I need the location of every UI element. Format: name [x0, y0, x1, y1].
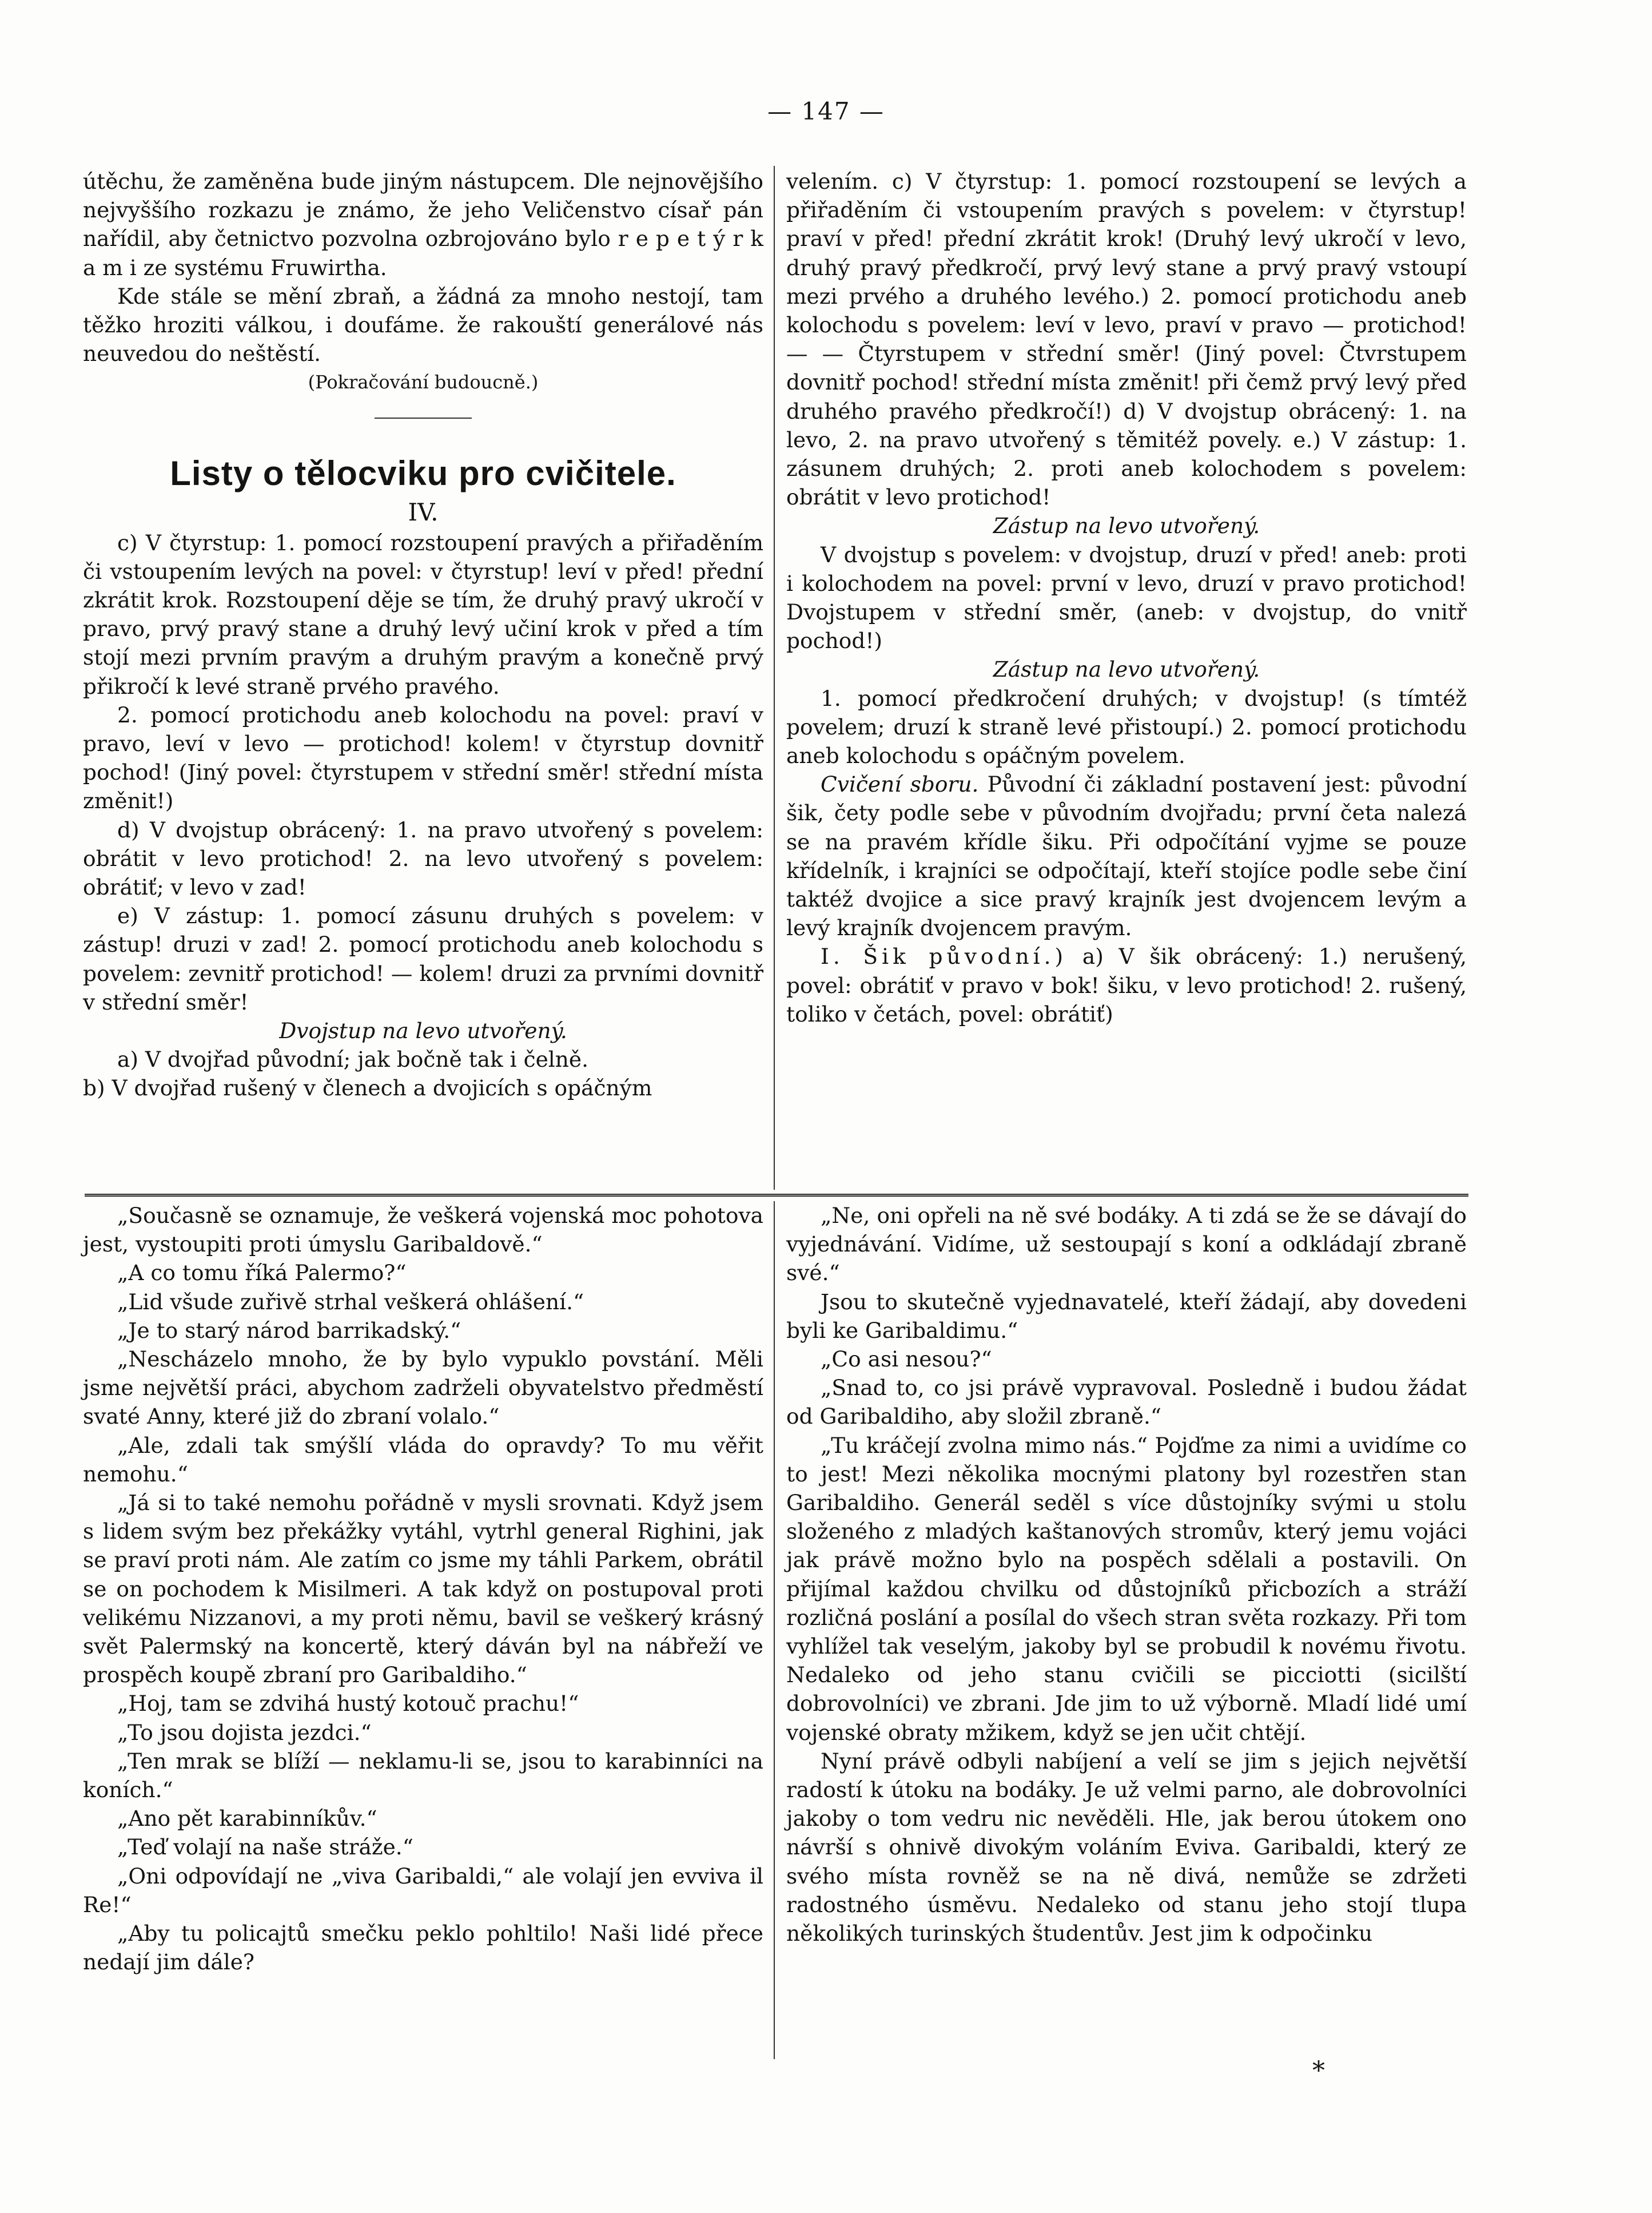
- story-paragraph: „Nescházelo mnoho, že by bylo vypuklo povstání. Měli jsme největší práci, abychom zadrželi obyvatelstvo předměstí svaté Anny, které již do zbraní volalo.“: [83, 1346, 763, 1429]
- cviceni-sboru-text: Původní či základní postavení jest: původní šik, čety podle sebe v původním dvojřadu; první četa nalezá se na pravém křídle šiku. Při odpočítání vyjme se pouze křídelník, i krajníci se odpočítají, kteří stojíce podle sebe činí taktéž dvojice a sice pravý krajník jest dvojencem levým a levý krajník dvojencem pravým.: [786, 772, 1467, 941]
- paragraph-2: 2. pomocí protichodu aneb kolochodu na povel: praví v pravo, leví v levo — protichod! kolem! v čtyrstup dovnitř pochod! (Jiný povel: čtyrstupem v střední směr! střední místa změnit!): [83, 702, 763, 814]
- story-paragraph: „Ano pět karabinníkův.“: [117, 1806, 377, 1831]
- right-paragraph-5: [786, 942, 1467, 1028]
- story-paragraph: „Je to starý národ barrikadský.“: [117, 1317, 461, 1343]
- page-number: — 147 —: [767, 97, 885, 125]
- article-column-right: [786, 167, 1467, 1028]
- story-paragraph: „Hoj, tam se zdvihá hustý kotouč prachu!“: [117, 1691, 579, 1717]
- section-number: IV.: [408, 498, 439, 526]
- story-column-right: [786, 1201, 1467, 1948]
- intro-paragraph-2: Kde stále se mění zbraň, a žádná za mnoho nestojí, tam těžko hroziti válkou, i doufáme. že rakouští generálové nás neuvedou do neštěstí.: [83, 283, 763, 367]
- story-paragraph: „Co asi nesou?“: [821, 1346, 992, 1372]
- right-paragraph-3: 1. pomocí předkročení druhých; v dvojstup! (s tímtéž povelem; druzí k straně levé přistoupí.) 2. pomocí protichodu aneb kolochodu s opáčným povelem.: [786, 685, 1467, 769]
- story-paragraph: Jsou to skutečně vyjednavatelé, kteří žádají, aby dovedeni byli ke Garibaldimu.“: [786, 1289, 1467, 1343]
- subheading-zastup-2: Zástup na levo utvořený.: [993, 657, 1260, 682]
- story-paragraph: „Já si to také nemohu pořádně v mysli srovnati. Když jsem s lidem svým bez překážky vytáhl, vytrhl general Righini, jak se praví proti nám. Ale zatím co jsme my táhli Parkem, obrátil se on pochodem k Misilmeri. A tak když on postupoval proti velikému Nizzanovi, a my proti němu, bavil se veškerý krásný svět Palermský na koncertě, který dáván byl na nábřeží ve prospěch koupě zbraní pro Garibaldiho.“: [83, 1490, 763, 1688]
- article-column-left: [83, 167, 763, 1103]
- section-divider: [375, 418, 472, 419]
- story-paragraph: „Současně se oznamuje, že veškerá vojenská moc pohotova jest, vystoupiti proti úmyslu Garibaldově.“: [83, 1203, 763, 1257]
- story-paragraph: „Lid všude zuřivě strhal veškerá ohlášení.“: [117, 1289, 584, 1314]
- paragraph-c: c) V čtyrstup: 1. pomocí rozstoupení pravých a přiřaděním či vstoupením levých na povel: v čtyrstup! leví v před! přední zkrátit krok. Rozstoupení děje se tím, že druhý pravý ukročí v pravo, prvý pravý stane a druhý levý učiní krok v před a tím stojí mezi prvním pravým a druhým pravým a konečně prvý přikročí k levé straně prvého pravého.: [83, 530, 763, 699]
- article-heading: Listy o tělocviku pro cvičitele.: [170, 454, 676, 492]
- right-paragraph-4: [786, 770, 1467, 942]
- story-paragraph: „Oni odpovídají ne „viva Garibaldi,“ ale volají jen evviva il Re!“: [83, 1863, 763, 1917]
- story-paragraph: „Ale, zdali tak smýšlí vláda do opravdy? To mu věřit nemohu.“: [83, 1432, 763, 1487]
- story-paragraph: „A co tomu říká Palermo?“: [117, 1260, 407, 1286]
- subheading-zastup-1: Zástup na levo utvořený.: [993, 513, 1260, 539]
- story-paragraph: „Ne, oni opřeli na ně své bodáky. A ti zdá se že se dávají do vyjednávání. Vidíme, už sestoupají s koní a odkládají zbraně své.“: [786, 1203, 1467, 1286]
- paragraph-d: d) V dvojstup obrácený: 1. na pravo utvořený s povelem: obrátit v levo protichod! 2. na levo utvořený s povelem: obrátiť; v levo v zad!: [83, 817, 763, 900]
- story-paragraph: „Snad to, co jsi právě vypravoval. Posledně i budou žádat od Garibaldiho, aby složil zbraně.“: [786, 1375, 1467, 1429]
- paragraph-b: b) V dvojřad rušený v členech a dvojicích s opáčným: [83, 1075, 652, 1101]
- story-paragraph: „To jsou dojista jezdci.“: [117, 1719, 372, 1745]
- sik-puvodni-text: a) V šik obrácený: 1.) nerušený, povel: obrátiť v pravo v bok! šiku, v levo protichod! 2. rušený, toliko v četách, povel: obrátiť): [786, 944, 1467, 1027]
- column-divider-top: [774, 166, 775, 1190]
- paragraph-e: e) V zástup: 1. pomocí zásunu druhých s povelem: v zástup! druzi v zad! 2. pomocí protichodu aneb kolochodu s povelem: zevnitř protichod! — kolem! druzi za prvními dovnitř v střední směr!: [83, 903, 763, 1015]
- intro-paragraph: útěchu, že zaměněna bude jiným nástupcem. Dle nejnovějšího nejvyššího rozkazu je známo, že jeho Veličenstvo císař pán nařídil, aby četnictvo pozvolna ozbrojováno bylo r e p e t ý r k a m i ze systému Fruwirtha.: [83, 169, 763, 280]
- footer-mark: *: [1312, 2056, 1325, 2085]
- story-column-left: [83, 1201, 763, 1976]
- cviceni-sboru-lead: Cvičení sboru.: [821, 772, 979, 797]
- sik-puvodni-lead: I. Šik původní.): [821, 944, 1068, 970]
- story-paragraph: Nyní právě odbyli nabíjení a velí se jim s jejich největší radostí k útoku na bodáky. Je už velmi parno, ale dobrovolníci jakoby o tom vedru nic nevěděli. Hle, jak berou útokem ono návrší s ohnivě divokým voláním Eviva. Garibaldi, který ze svého místa rovněž se na ně divá, nemůže se zdržeti radostného úsměvu. Nedaleko od stanu jeho stojí tlupa několikých turinských študentův. Jest jim k odpočinku: [786, 1748, 1467, 1946]
- story-paragraph: „Ten mrak se blíží — neklamu-li se, jsou to karabinníci na koních.“: [83, 1748, 763, 1803]
- right-paragraph-2: V dvojstup s povelem: v dvojstup, druzí v před! aneb: proti i kolochodem na povel: první v levo, druzí v pravo protichod! Dvojstupem v střední směr, (aneb: v dvojstup, do vnitř pochod!): [786, 542, 1467, 654]
- right-paragraph-1: velením. c) V čtyrstup: 1. pomocí rozstoupení se levých a přiřaděním či vstoupením pravých s povelem: v čtyrstup! praví v před! přední zkrátit krok! (Druhý levý ukročí v levo, druhý pravý předkročí, prvý levý stane a prvý pravý vstoupí mezi prvého a druhého levého.) 2. pomocí protichodu aneb kolochodu s povelem: leví v levo, praví v pravo — protichod! — — Čtyrstupem v střední směr! (Jiný povel: Čtvrstupem dovnitř pochod! střední místa změnit! při čemž prvý levý před druhého pravého předkročí!) d) V dvojstup obrácený: 1. na levo, 2. na pravo utvořený s těmitéž povely. e.) V zástup: 1. zásunem druhých; 2. proti aneb kolochodem s povelem: obrátit v levo protichod!: [786, 169, 1467, 510]
- paragraph-a: a) V dvojřad původní; jak bočně tak i čelně.: [117, 1047, 589, 1072]
- continuation-note: (Pokračování budoucně.): [308, 371, 539, 394]
- story-paragraph: „Tu kráčejí zvolna mimo nás.“ Pojďme za nimi a uvidíme co to jest! Mezi několika mocnými platony byl rozestřen stan Garibaldiho. Generál seděl s více důstojníky svými u stolu složeného z mladých kaštanových stromův, který jemu vojáci jak právě možno bylo na pospěch sdělali a postavili. On přijímal každou chvilku od důstojníků přicbozích a stráží rozličná poslání a posílal do všech stran světa rozkazy. Při tom vyhlížel tak veselým, jakoby byl se probudil k novému řivotu. Nedaleko od jeho stanu cvičili se picciotti (sicilští dobrovolníci) ve zbrani. Jde jim to už výborně. Mladí lidé umí vojenské obraty mžikem, když se jen učit chtějí.: [786, 1432, 1467, 1745]
- story-paragraph: „Teď volají na naše stráže.“: [117, 1834, 413, 1860]
- subheading-dvojstup: Dvojstup na levo utvořený.: [279, 1018, 567, 1044]
- feuilleton-separator: [85, 1194, 1468, 1197]
- story-paragraph: „Aby tu policajtů smečku peklo pohltilo! Naši lidé přece nedají jim dále?: [83, 1921, 763, 1975]
- column-divider-bottom: [774, 1201, 775, 2059]
